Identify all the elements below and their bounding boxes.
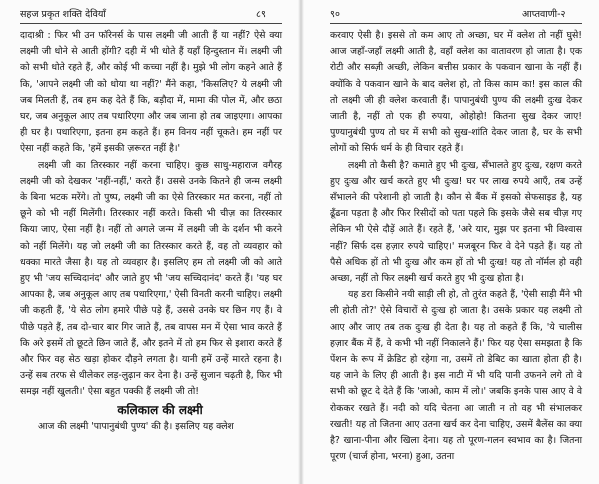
left-page-number: ८९: [256, 9, 266, 20]
right-running-title: आप्तवाणी-२: [522, 9, 566, 20]
left-paragraph-1: दादाश्री : फिर भी उन फॉरेनर्स के पास लक्ष्मी जी आती हैं या नहीं? ऐसे क्या लक्ष्मी जी धोने से आती होंगी? दही में भी धोते हैं यहाँ हिन्दुस्तान में। लक्ष्मी जी को सभी धोते रहते हैं, और कोई भी कच्चा नहीं है। मुझे भी लोग कहने आते हैं कि, 'आपने लक्ष्मी जी को धोया था नहीं?' मैंने कहा, 'किसलिए? ये लक्ष्मी जी जब मिलती हैं, तब हम कह देते हैं कि, बड़ौदा में, मामा की पोल में, और छठा घर, जब अनुकूल आए तब पधारिएगा और जब जाना हो तब जाइएगा। आपका ही घर है। पधारिएगा, इतना हम कहते हैं। हम विनय नहीं चूकते। हम नहीं पर ऐसा नहीं कहते कि, 'हमें इसकी ज़रूरत नहीं है।': [20, 30, 282, 155]
right-body-text: [330, 28, 582, 465]
right-header-rule: [330, 23, 582, 24]
right-paragraph-2: लक्ष्मी तो कैसी है? कमाते हुए भी दुःख, सँभालते हुए दुःख, रक्षण करते हुए दुःख और खर्च करते हुए भी दुःख! घर पर लाख रुपये आएँ, तब उन्हें सँभालने की परेशानी हो जाती है। कौन से बैंक में इसको सेफसाइड है, यह ढूँढना पड़ता है और फिर रिसीदों को पता पहले कि इसके जैसे सब चीज़ गए लेकिन भी ऐसे दौड़ें आते हैं। रहते हैं, 'अरे यार, मुझ पर इतना भी विश्वास नहीं? सिर्फ दस हज़ार रुपये चाहिए।' मजबूरन फिर वे देने पड़ते हैं। यह तो पैसे अधिक हों तो भी दुःख और कम हों तो भी दुःख! यह तो नॉर्मल हो वही अच्छा, नहीं तो फिर लक्ष्मी खर्च करते हुए भी दुःख होता है।: [330, 159, 582, 285]
left-section-paragraph: आज की लक्ष्मी 'पापानुबंधी पुण्य' की है। इसलिए यह क्लेश: [38, 420, 234, 432]
right-page-number: ९०: [330, 9, 340, 20]
left-header-rule: [20, 23, 282, 24]
left-running-title: सहज प्रकृत शक्ति देवियाँ: [20, 9, 106, 20]
right-paragraph-3: यह डरा किसीने नयी साड़ी ली हो, तो तुरंत कहते हैं, 'ऐसी साड़ी मैंने भी ली होती तो?' ऐसे विचारों से दुःख हो जाता है। उसके प्रकार यह लक्ष्मी तो आए और जाए तब तक दुःख ही देता है। यह तो कहते हैं कि, 'ये चालीस हज़ार बैंक में हैं, वे कभी भी नहीं निकालने हैं।' फिर यह ऐसा समझता है कि पेंशन के रूप में क्रेडिट हो रहेगा ना, उसमें तो डेबिट का खाता होता ही है। यह जाने के लिए ही आती है। इस नाटी में भी यदि पानी उफनने लगे तो वे सभी को छूट दे देते हैं कि 'जाओ, काम में लो।' जबकि इनके पास आए वे वे रोककर रखते हैं। नदी को यदि चेतना आ जाती न तो वह भी संभालकर रखती! यह तो जितना आए उतना खर्च कर देना चाहिए, उसमें बैलेंस का क्या है? खाना-पीना और खिला देना। यह तो पूरण-गलन स्वभाव का है। जितना पूरण (चार्ज होना, भरना) हुआ, उतना: [330, 289, 582, 463]
left-body-text: [20, 28, 282, 435]
section-title: कलिकाल की लक्ष्मी: [117, 402, 203, 417]
right-paragraph-1: करवाए ऐसी है। इससे तो कम आए तो अच्छा, घर में क्लेश तो नहीं घुसे! आज जहाँ-जहाँ लक्ष्मी आती है, वहाँ क्लेश का वातावरण हो जाता है। एक रोटी और सब्ज़ी अच्छी, लेकिन बत्तीस प्रकार के पकवान खाना के नहीं हैं। क्योंकि वे पकवान खाने के बाद क्लेश हो, तो किस काम का! इस काल की तो लक्ष्मी जी ही क्लेश करवाती हैं। पापानुबंधी पुण्य की लक्ष्मी दुःख देकर जाती है, नहीं तो एक ही रुपया, ओहोहो! कितना सुख देकर जाए! पुण्यानुबंधी पुण्य तो घर में सभी को सुख-शांति देकर जाता है, घर के सभी लोगों को सिर्फ धर्म के ही विचार रहते हैं।: [330, 30, 582, 155]
left-paragraph-2: लक्ष्मी जी का तिरस्कार नहीं करना चाहिए। कुछ साधु-महाराज वगैरह लक्ष्मी जी को देखकर 'नहीं-नहीं,' करते हैं। उससे उनके कितने ही जन्म लक्ष्मी के बिना भटक मरेंगे। तो पुष्प, लक्ष्मी जी का ऐसे तिरस्कार मत करना, नहीं तो छूने को भी नहीं मिलेंगी। तिरस्कार नहीं करते। किसी भी चीज़ का तिरस्कार किया जाए, ऐसा नहीं है। नहीं तो अगले जन्म में लक्ष्मी जी के दर्शन भी करने को नहीं मिलेंगे। यह जो लक्ष्मी जी का तिरस्कार करते हैं, वह तो व्यवहार को धक्का मारते जैसा है। यह तो व्यवहार है। इसलिए हम तो लक्ष्मी जी को आते हुए भी 'जय सच्चिदानंद' और जाते हुए भी 'जय सच्चिदानंद' करते हैं। 'यह घर आपका है, जब अनुकूल आए तब पधारिएगा,' ऐसी विनती करनी चाहिए। लक्ष्मी जी कहती हैं, 'ये सेठ लोग हमारे पीछे पड़े हैं, उससे उनके घर छिन गए हैं। वे पीछे पड़ते हैं, तब दो-चार बार गिर जाते हैं, तब वापस मन में ऐसा भाव करते हैं कि अरे इसमें तो छूटते छिन जाते हैं, और इतने में तो हम फिर से इशारा करते हैं और फिर वह सेठ खड़ा होकर दौड़ने लगता है। यानी हमें उन्हें मारते रहना है। उन्हें सब तरफ से धीलेकर लड़-लुढ़ान कर देना है। उन्हें सुजान चढ़ती है, फिर भी समझ नहीं खुलती।' ऐसा बहुत पक्की हैं लक्ष्मी जी तो!: [20, 159, 282, 398]
right-page: [302, 0, 599, 484]
